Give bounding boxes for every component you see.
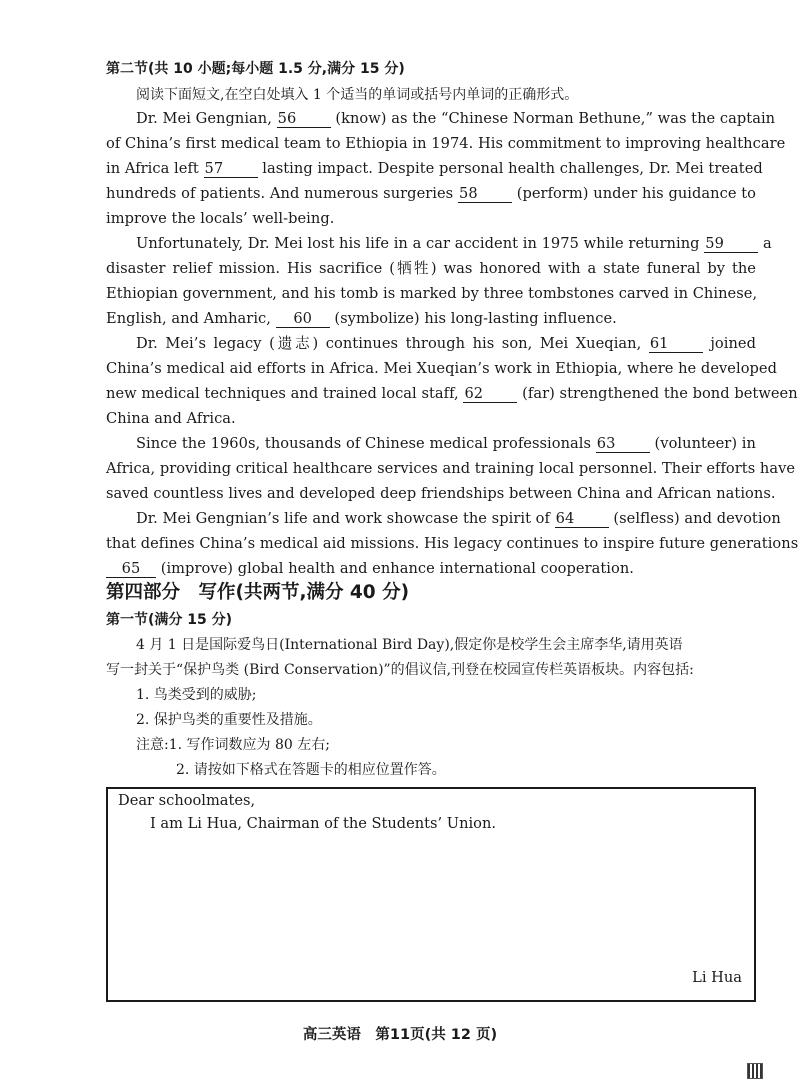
blank-62[interactable]: 62 xyxy=(463,385,517,403)
passage-line: Africa, providing critical healthcare services and training local personnel. Their efforts have xyxy=(106,460,796,477)
note-2: 2. 请按如下格式在答题卡的相应位置作答。 xyxy=(176,762,446,778)
passage-line: that defines China’s medical aid missions. His legacy continues to inspire future generations xyxy=(106,535,799,552)
section-2-heading: 第二节(共 10 小题;每小题 1.5 分,满分 15 分) xyxy=(106,61,405,77)
passage-line: 65 (improve) global health and enhance international cooperation. xyxy=(106,559,756,579)
note-1: 注意:1. 写作词数应为 80 左右; xyxy=(136,737,330,753)
blank-58[interactable]: 58 xyxy=(458,185,512,203)
blank-56[interactable]: 56 xyxy=(277,110,331,128)
section-1-heading: 第一节(满分 15 分) xyxy=(106,612,233,628)
letter-opening: I am Li Hua, Chairman of the Students’ Union. xyxy=(150,815,496,832)
blank-65[interactable]: 65 xyxy=(106,560,156,578)
writing-prompt: 4 月 1 日是国际爱鸟日(International Bird Day),假定你是校学生会主席李华,请用英语 xyxy=(136,637,683,653)
blank-59[interactable]: 59 xyxy=(704,235,758,253)
passage-line: disaster relief mission. His sacrifice (牺牲) was honored with a state funeral by the xyxy=(106,260,756,277)
passage-line: new medical techniques and trained local staff, 62 (far) strengthened the bond between xyxy=(106,385,798,402)
page-footer: 高三英语 第11页(共 12 页) xyxy=(302,1027,498,1043)
passage-line: improve the locals’ well-being. xyxy=(106,210,335,227)
letter-greeting: Dear schoolmates, xyxy=(118,792,256,809)
passage-line: China and Africa. xyxy=(106,410,236,427)
part-4-heading: 第四部分 写作(共两节,满分 40 分) xyxy=(106,582,410,603)
passage-line: Dr. Mei’s legacy (遗志) continues through his son, Mei Xueqian, 61 joined xyxy=(136,335,756,352)
answer-box xyxy=(106,787,756,1002)
qr-code-icon xyxy=(747,1063,763,1079)
passage-line: Since the 1960s, thousands of Chinese medical professionals 63 (volunteer) in xyxy=(136,435,756,452)
blank-60[interactable]: 60 xyxy=(276,310,330,328)
passage-line: Ethiopian government, and his tomb is marked by three tombstones carved in Chinese, xyxy=(106,285,758,302)
passage-line: Dr. Mei Gengnian, 56 (know) as the “Chinese Norman Bethune,” was the captain xyxy=(136,110,776,127)
blank-61[interactable]: 61 xyxy=(649,335,703,353)
passage-line: Unfortunately, Dr. Mei lost his life in a car accident in 1975 while returning 59 a xyxy=(136,235,772,252)
writing-prompt: 写一封关于“保护鸟类 (Bird Conservation)”的倡议信,刊登在校园宣传栏英语板块。内容包括: xyxy=(106,662,694,678)
passage-line: in Africa left 57 lasting impact. Despite personal health challenges, Dr. Mei treated xyxy=(106,160,763,177)
blank-63[interactable]: 63 xyxy=(596,435,650,453)
passage-line: of China’s first medical team to Ethiopia in 1974. His commitment to improving healthcare xyxy=(106,135,786,152)
blank-57[interactable]: 57 xyxy=(204,160,258,178)
passage-line: English, and Amharic, 60 (symbolize) his long-lasting influence. xyxy=(106,310,617,327)
blank-64[interactable]: 64 xyxy=(555,510,609,528)
content-point-1: 1. 鸟类受到的威胁; xyxy=(136,687,257,703)
passage-line: saved countless lives and developed deep friendships between China and African nations. xyxy=(106,485,776,502)
content-point-2: 2. 保护鸟类的重要性及措施。 xyxy=(136,712,322,728)
passage-line: Dr. Mei Gengnian’s life and work showcase the spirit of 64 (selfless) and devotion xyxy=(136,510,781,527)
passage-line: China’s medical aid efforts in Africa. Mei Xueqian’s work in Ethiopia, where he developed xyxy=(106,360,778,377)
section-2-instruction: 阅读下面短文,在空白处填入 1 个适当的单词或括号内单词的正确形式。 xyxy=(136,87,579,103)
letter-signature: Li Hua xyxy=(692,969,742,986)
passage-line: hundreds of patients. And numerous surgeries 58 (perform) under his guidance to xyxy=(106,185,756,202)
